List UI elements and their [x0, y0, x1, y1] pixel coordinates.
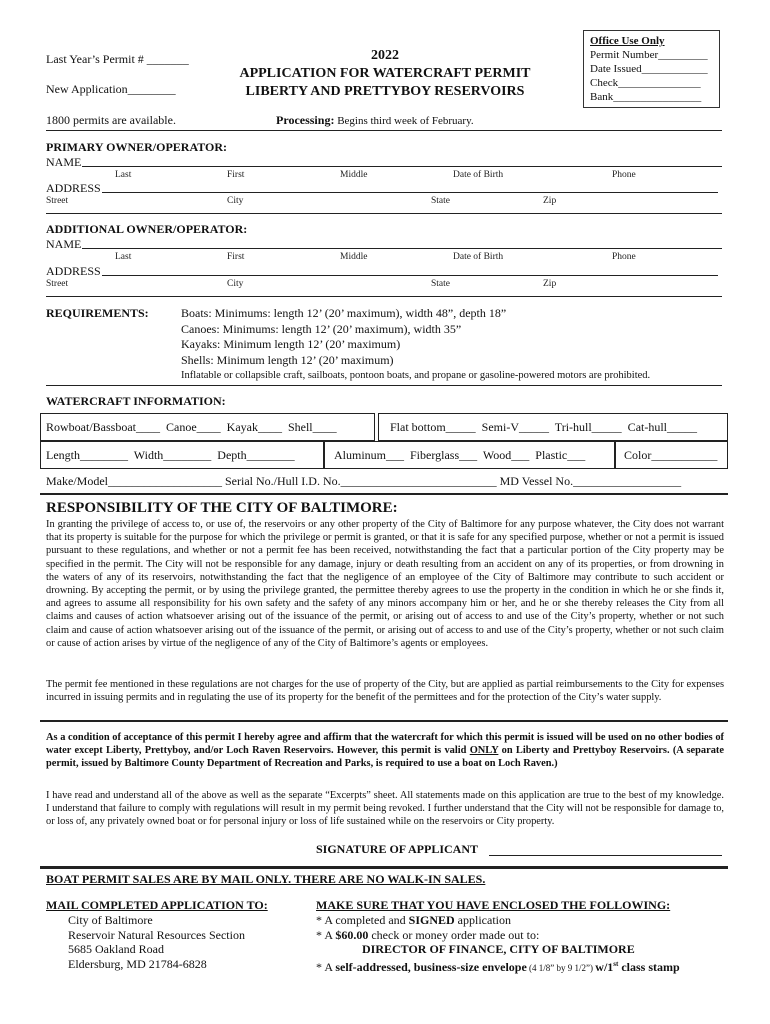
responsibility-divider — [40, 720, 728, 722]
additional-sub-last: Last — [115, 252, 132, 262]
watercraft-color[interactable]: Color___________ — [624, 448, 718, 462]
primary-sub-last: Last — [115, 170, 132, 180]
form-year: 2022 — [371, 48, 399, 63]
primary-sub-middle: Middle — [340, 170, 368, 180]
signature-divider — [40, 866, 728, 869]
responsibility-heading: RESPONSIBILITY OF THE CITY OF BALTIMORE: — [46, 500, 398, 516]
enclose-list — [316, 913, 680, 975]
primary-divider — [46, 213, 722, 214]
enclose-item-envelope — [316, 957, 680, 976]
primary-sub-state: State — [431, 196, 450, 206]
mail-address-line4: Eldersburg, MD 21784-6828 — [68, 956, 207, 971]
para3-text-b: on Liberty and Prettyboy Reservoirs. (A separate permit, issued by Baltimore County Department of Recreation and Parks, is required to use a boat on Loch Raven.) — [46, 745, 724, 770]
mail-address — [68, 913, 245, 971]
req-prohibited: Inflatable or collapsible craft, sailboats, pontoon boats, and propane or gasoline-powered motors are prohibited. — [181, 370, 651, 381]
responsibility-para1: In granting the privilege of access to, or use of, the reservoirs or any other property of the City of Baltimore for any purpose whatever, the City does not warrant that its property is suitable for the purpose for which the privilege or permit is granted, or that it is safe for any specified purpose, whether or not a permit is issued pursuant to these regulations, and whether or not a permit fee has been received, notwithstanding the fact that a particular portion of the City property may be specified in the permit. The City will not be responsible for any damage, injury or death resulting from an accident on any of its properties, or from drowning in the waters of any of its reservoirs, notwithstanding the fact that the negligence of an employee of the City of Baltimore may contribute to such accident or drowning. By accepting the permit, or by using the privilege granted, the permittee thereby agrees to use the property in the condition in which he or she finds it, and agrees to assume all responsibility for his own safety and the safety of any minors accompany him or her, and he or she thereby releases the City from all claims and causes of action whatsoever arising out of the issuance of the permit, or arising out of access to and use of the City’s property, whether or not such claim and cause of action whatsoever arising out of the issuance of the permit, or arising out of access to and use of the City’s property, whether or not such claim or cause of action arises by virtue of the negligence of any of the City of Baltimore’s agents or employees. — [46, 519, 724, 649]
enclose-item-payment — [316, 928, 680, 943]
primary-sub-street: Street — [46, 196, 69, 206]
item3-size: (4 1/8” by 9 1/2”) — [526, 962, 596, 973]
mail-only-notice: BOAT PERMIT SALES ARE BY MAIL ONLY. THERE ARE NO WALK-IN SALES. — [46, 872, 486, 886]
additional-sub-first: First — [227, 252, 245, 262]
form-title-line2: LIBERTY AND PRETTYBOY RESERVOIRS — [245, 84, 525, 99]
requirements-divider — [46, 385, 722, 386]
enclose-item-application — [316, 913, 680, 928]
processing-label: Processing: — [276, 113, 335, 127]
signature-label: SIGNATURE OF APPLICANT — [316, 842, 479, 856]
primary-name-input[interactable] — [82, 166, 722, 167]
enclose-payee: DIRECTOR OF FINANCE, CITY OF BALTIMORE — [362, 942, 635, 956]
mail-address-line1: City of Baltimore — [68, 913, 153, 927]
additional-sub-zip: Zip — [543, 279, 557, 289]
processing-info — [276, 113, 474, 128]
additional-address-input[interactable] — [102, 275, 718, 276]
enclose-heading: MAKE SURE THAT YOU HAVE ENCLOSED THE FOLLOWING: — [316, 898, 671, 912]
primary-sub-first: First — [227, 170, 245, 180]
additional-owner-heading: ADDITIONAL OWNER/OPERATOR: — [46, 222, 248, 236]
permits-available: 1800 permits are available. — [46, 113, 176, 127]
additional-address-label: ADDRESS — [46, 264, 101, 278]
office-date-issued: Date Issued____________ — [590, 63, 708, 75]
mail-address-line2: Reservoir Natural Resources Section — [68, 927, 245, 942]
watercraft-divider — [40, 493, 728, 495]
primary-name-label: NAME — [46, 155, 82, 169]
requirements-label: REQUIREMENTS: — [46, 306, 149, 320]
additional-sub-state: State — [431, 279, 450, 289]
office-bank: Bank________________ — [590, 91, 702, 103]
item1-signed: SIGNED — [408, 913, 455, 927]
additional-name-label: NAME — [46, 237, 82, 251]
responsibility-para4: I have read and understand all of the above as well as the separate “Excerpts” sheet. All statements made on this application are true to the best of my knowledge. I understand that failure to comply with regulations will result in my permit being revoked. I further understand that the City will not be responsible for damage to, or loss of, any privately owned boat or for personal injury or loss of life sustained while on the reservoirs or City property. — [46, 790, 724, 828]
primary-owner-heading: PRIMARY OWNER/OPERATOR: — [46, 140, 228, 154]
item3-stamp: class stamp — [618, 959, 680, 974]
office-use-title: Office Use Only — [590, 35, 665, 47]
additional-sub-dob: Date of Birth — [453, 252, 504, 262]
header-divider — [46, 130, 722, 131]
primary-sub-phone: Phone — [612, 170, 636, 180]
watercraft-types[interactable]: Rowboat/Bassboat____ Canoe____ Kayak____ Shell____ — [46, 420, 337, 434]
watercraft-make-line[interactable]: Make/Model___________________ Serial No./Hull I.D. No.__________________________ MD Vessel No.__________________ — [46, 474, 682, 488]
item3-sup: st — [613, 959, 619, 968]
mail-heading: MAIL COMPLETED APPLICATION TO: — [46, 898, 268, 912]
primary-sub-zip: Zip — [543, 196, 557, 206]
additional-sub-phone: Phone — [612, 252, 636, 262]
additional-name-input[interactable] — [82, 248, 722, 249]
watercraft-heading: WATERCRAFT INFORMATION: — [46, 394, 226, 408]
item2-a: * A — [316, 927, 336, 942]
watercraft-hulls[interactable]: Flat bottom_____ Semi-V_____ Tri-hull_____ Cat-hull_____ — [390, 420, 698, 434]
item1-a: * A completed and — [316, 913, 409, 927]
req-canoes: Canoes: Minimums: length 12’ (20’ maximum), width 35” — [181, 321, 462, 336]
watercraft-materials[interactable]: Aluminum___ Fiberglass___ Wood___ Plastic___ — [334, 448, 586, 462]
item2-c: check or money order made out to: — [368, 927, 540, 942]
additional-sub-city: City — [227, 279, 244, 289]
item2-amount: $60.00 — [335, 927, 369, 942]
watercraft-dimensions[interactable]: Length________ Width________ Depth________ — [46, 448, 295, 462]
requirements-list — [181, 306, 650, 384]
para3-text-a: As a condition of acceptance of this permit I hereby agree and affirm that the watercraft for which this permit is issued will be used on no other bodies of water except Liberty, Prettyboy, and/or Loch Raven Reservoirs. However, this permit is valid — [46, 732, 724, 757]
office-use-box — [583, 30, 720, 108]
responsibility-para2: The permit fee mentioned in these regulations are not charges for the use of property of the City, but are applied as partial reimbursements to the City for expenses incurred in issuing permits and in regulating the use of its property for the benefit of the permittees and for the protection of the City’s water supply. — [46, 679, 724, 704]
signature-input[interactable] — [489, 855, 722, 856]
primary-address-input[interactable] — [102, 192, 718, 193]
item3-a: * A — [316, 959, 336, 974]
req-boats: Boats: Minimums: length 12’ (20’ maximum), width 48”, depth 18” — [181, 306, 507, 320]
primary-address-label: ADDRESS — [46, 181, 101, 195]
para3-only: ONLY — [469, 745, 499, 757]
responsibility-para3 — [46, 731, 724, 771]
mail-address-line3: 5685 Oakland Road — [68, 942, 164, 956]
primary-sub-dob: Date of Birth — [453, 170, 504, 180]
req-kayaks: Kayaks: Minimum length 12’ (20’ maximum) — [181, 337, 401, 351]
req-shells: Shells: Minimum length 12’ (20’ maximum) — [181, 352, 394, 367]
item1-c: application — [454, 913, 511, 927]
primary-sub-city: City — [227, 196, 244, 206]
additional-sub-street: Street — [46, 279, 69, 289]
item3-w1: w/1 — [595, 959, 614, 974]
processing-text: Begins third week of February. — [337, 115, 474, 127]
additional-sub-middle: Middle — [340, 252, 368, 262]
new-application-field[interactable]: New Application________ — [46, 82, 176, 96]
form-title-line1: APPLICATION FOR WATERCRAFT PERMIT — [239, 66, 531, 81]
last-year-permit-field[interactable]: Last Year’s Permit # _______ — [46, 52, 189, 66]
item3-envelope: self-addressed, business-size envelope — [335, 959, 527, 974]
additional-divider — [46, 296, 722, 297]
office-permit-number: Permit Number_________ — [590, 49, 708, 61]
office-check: Check_______________ — [590, 77, 701, 89]
